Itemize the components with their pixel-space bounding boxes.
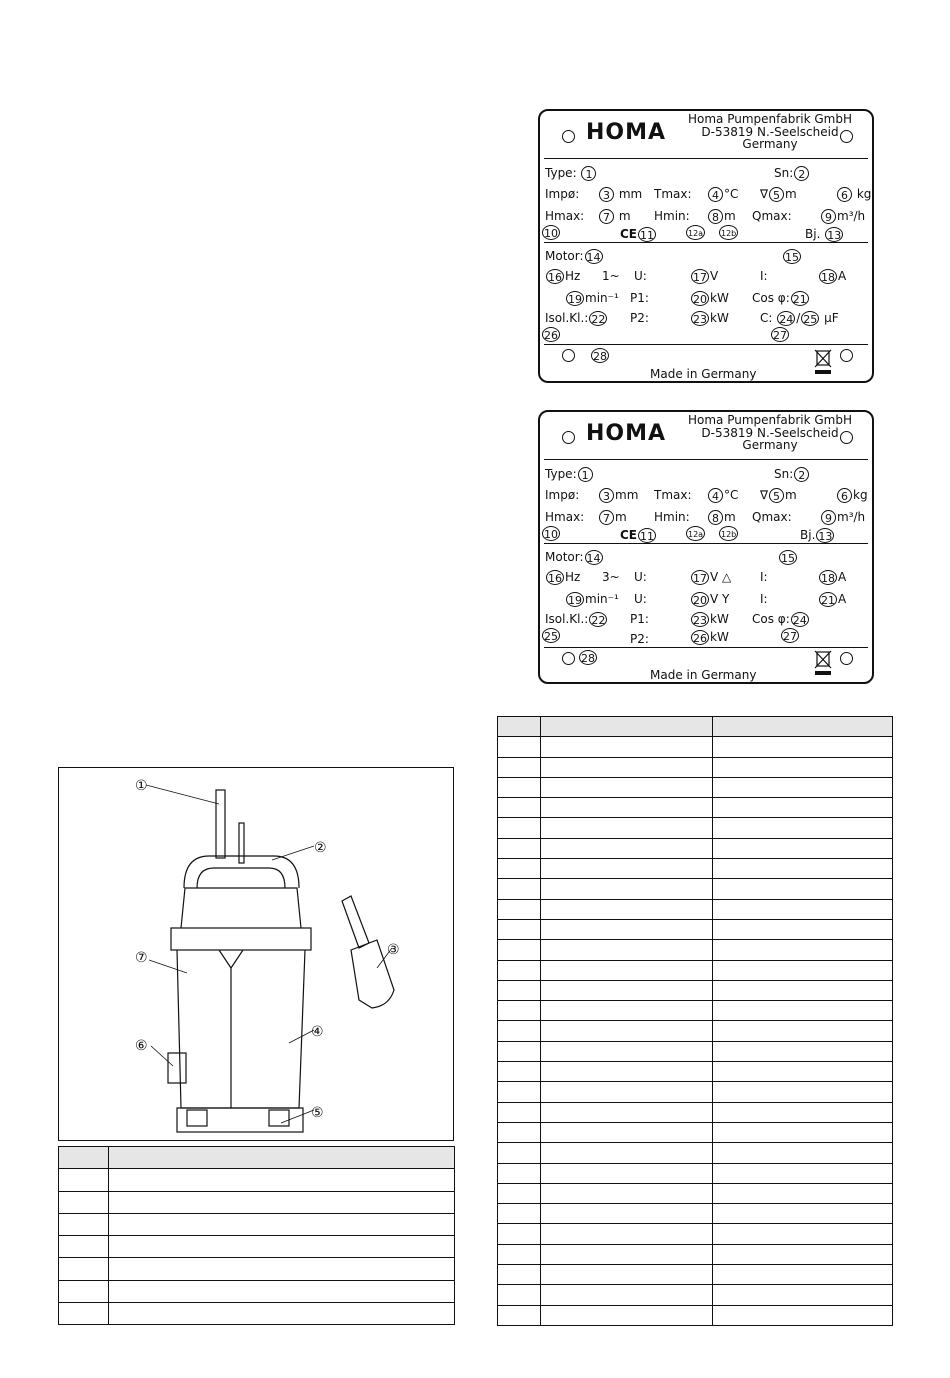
weight-field: 6 kg bbox=[836, 187, 871, 202]
table-cell bbox=[109, 1236, 455, 1258]
table-cell bbox=[498, 737, 541, 757]
homa-logo: HOMA bbox=[586, 120, 667, 145]
table-cell bbox=[713, 1163, 893, 1183]
qmax-field: Qmax: bbox=[752, 209, 792, 223]
hmax-field: Hmax: bbox=[545, 510, 585, 524]
table-cell bbox=[541, 1265, 713, 1285]
table-cell bbox=[498, 1001, 541, 1021]
table-row bbox=[498, 1285, 893, 1305]
table-cell bbox=[109, 1147, 455, 1169]
table-cell bbox=[59, 1258, 109, 1280]
tmax-field: Tmax: bbox=[654, 488, 692, 502]
divider bbox=[544, 344, 868, 345]
table-cell bbox=[498, 1265, 541, 1285]
speed-field: 19 min⁻¹ bbox=[568, 592, 619, 607]
made-in-germany: Made in Germany bbox=[650, 668, 757, 682]
nameplate-single-phase: HOMA Homa Pumpenfabrik GmbH D-53819 N.-Seelscheid Germany Type: 1 Sn: 2 Impø: 3 mm Tmax: 4 °C ∇ 5 m 6 kg Hmax: 7 m Hmin: 8 m Qmax: 9 m³/h 10 CE 11 12a 12b Bj. 13 Motor: 14 15 16 Hz 1~ U: 17 V I: 18 A 19 min⁻¹ P1: 20 kW Cos φ: 21 Isol.Kl.: 22 P2: 23 kW C: 24 / 25 µF 26 27 28 Made in Germany bbox=[538, 109, 874, 383]
table-cell bbox=[541, 798, 713, 818]
power-cable bbox=[216, 790, 225, 858]
divider bbox=[544, 158, 868, 159]
table-row bbox=[498, 1122, 893, 1142]
type-row: Type: 1 bbox=[545, 467, 594, 482]
table-cell bbox=[713, 1001, 893, 1021]
table-row bbox=[498, 1224, 893, 1244]
table-cell bbox=[541, 940, 713, 960]
table-row bbox=[498, 1001, 893, 1021]
table-cell bbox=[713, 980, 893, 1000]
table-cell bbox=[713, 1041, 893, 1061]
table-cell bbox=[713, 879, 893, 899]
table-row bbox=[498, 1183, 893, 1203]
capacitor-field: C: 24 / 25 µF bbox=[760, 311, 839, 326]
table-row bbox=[59, 1169, 455, 1191]
table-cell bbox=[59, 1280, 109, 1302]
immersion-depth-field: ∇ 5 m bbox=[760, 488, 797, 503]
table-cell bbox=[498, 1163, 541, 1183]
table-row bbox=[498, 1021, 893, 1041]
table-row bbox=[498, 1244, 893, 1264]
table-cell bbox=[713, 1143, 893, 1163]
table-cell bbox=[109, 1213, 455, 1235]
table-cell bbox=[59, 1191, 109, 1213]
table-cell bbox=[713, 818, 893, 838]
table-cell bbox=[59, 1213, 109, 1235]
manufacturer-header: Homa Pumpenfabrik GmbH D-53819 N.-Seelscheid Germany bbox=[687, 112, 852, 151]
callout-5: ⑤ bbox=[311, 1105, 324, 1121]
table-cell bbox=[541, 980, 713, 1000]
table-row bbox=[59, 1280, 455, 1302]
table-row bbox=[59, 1213, 455, 1235]
housing-flange bbox=[171, 928, 311, 950]
table-cell bbox=[541, 1122, 713, 1142]
table-cell bbox=[541, 960, 713, 980]
table-cell bbox=[498, 1285, 541, 1305]
table-cell bbox=[541, 1143, 713, 1163]
table-cell bbox=[713, 1224, 893, 1244]
table-row bbox=[498, 798, 893, 818]
table-cell bbox=[59, 1303, 109, 1325]
table-cell bbox=[713, 1265, 893, 1285]
table-cell bbox=[498, 1204, 541, 1224]
frequency-field: 16 Hz bbox=[548, 570, 581, 585]
table-cell bbox=[713, 1183, 893, 1203]
table-cell bbox=[541, 1001, 713, 1021]
table-cell bbox=[541, 818, 713, 838]
table-row bbox=[498, 737, 893, 757]
table-cell bbox=[498, 818, 541, 838]
table-cell bbox=[541, 899, 713, 919]
table-row bbox=[498, 757, 893, 777]
table-cell bbox=[498, 757, 541, 777]
table-cell bbox=[541, 919, 713, 939]
table-cell bbox=[59, 1169, 109, 1191]
table-cell bbox=[109, 1303, 455, 1325]
weee-bin-icon bbox=[814, 347, 832, 375]
hmin-field: Hmin: bbox=[654, 209, 690, 223]
divider bbox=[544, 459, 868, 460]
table-cell bbox=[713, 1305, 893, 1325]
table-cell bbox=[713, 1204, 893, 1224]
table-cell bbox=[713, 859, 893, 879]
table-cell bbox=[541, 1204, 713, 1224]
table-row bbox=[498, 818, 893, 838]
table-cell bbox=[713, 1062, 893, 1082]
table-row bbox=[498, 1265, 893, 1285]
table-row bbox=[498, 1163, 893, 1183]
table-row bbox=[498, 940, 893, 960]
table-cell bbox=[713, 798, 893, 818]
table-cell bbox=[713, 1082, 893, 1102]
nameplate-legend-table bbox=[497, 716, 893, 1326]
callout-7: ⑦ bbox=[135, 950, 148, 966]
table-cell bbox=[498, 1244, 541, 1264]
tmax-field: Tmax: bbox=[654, 187, 692, 201]
table-row bbox=[498, 919, 893, 939]
table-row bbox=[498, 1143, 893, 1163]
motor-field: Motor: 14 bbox=[545, 249, 601, 264]
divider bbox=[544, 543, 868, 544]
manufacturer-header: Homa Pumpenfabrik GmbH D-53819 N.-Seelscheid Germany bbox=[687, 413, 852, 452]
table-cell bbox=[541, 737, 713, 757]
table-cell bbox=[541, 1041, 713, 1061]
table-cell bbox=[713, 1021, 893, 1041]
table-cell bbox=[498, 899, 541, 919]
table-cell bbox=[713, 940, 893, 960]
table-cell bbox=[541, 1062, 713, 1082]
table-row bbox=[498, 879, 893, 899]
year-field: Bj. 13 bbox=[805, 227, 842, 242]
parts-table bbox=[58, 1146, 455, 1325]
table-cell bbox=[498, 960, 541, 980]
table-cell bbox=[498, 1082, 541, 1102]
hmin-field: Hmin: bbox=[654, 510, 690, 524]
table-row bbox=[498, 960, 893, 980]
motor-field: Motor: 14 bbox=[545, 550, 601, 565]
speed-field: 19 min⁻¹ bbox=[568, 291, 619, 306]
callout-3: ③ bbox=[387, 942, 400, 958]
table-header-row bbox=[59, 1147, 455, 1169]
table-cell bbox=[713, 1102, 893, 1122]
imp-field: Impø: bbox=[545, 187, 580, 201]
pump-drawing-frame bbox=[58, 767, 454, 1141]
table-cell bbox=[498, 980, 541, 1000]
mounting-hole bbox=[562, 652, 575, 665]
table-cell bbox=[498, 1062, 541, 1082]
divider bbox=[544, 242, 868, 243]
weee-bin-icon bbox=[814, 648, 832, 676]
table-cell bbox=[713, 737, 893, 757]
table-row bbox=[59, 1236, 455, 1258]
pump-drawing bbox=[59, 768, 453, 1140]
table-cell bbox=[713, 919, 893, 939]
table-cell bbox=[498, 1122, 541, 1142]
table-cell bbox=[498, 1021, 541, 1041]
table-cell bbox=[498, 859, 541, 879]
table-cell bbox=[541, 1021, 713, 1041]
table-cell bbox=[713, 1122, 893, 1142]
table-cell bbox=[498, 1102, 541, 1122]
table-row bbox=[59, 1303, 455, 1325]
table-cell bbox=[498, 1143, 541, 1163]
table-cell bbox=[541, 838, 713, 858]
table-cell bbox=[541, 717, 713, 737]
table-cell bbox=[713, 838, 893, 858]
callout-1: ① bbox=[135, 778, 148, 794]
table-row bbox=[498, 1305, 893, 1325]
nameplate-three-phase: HOMA Homa Pumpenfabrik GmbH D-53819 N.-Seelscheid Germany Type: 1 Sn: 2 Impø: 3 mm Tmax: 4 °C ∇ 5 m 6 kg Hmax: 7 m Hmin: 8 m Qmax: 9 m³/h 10 CE 11 12a 12b Bj. 13 Motor: 14 15 16 Hz 3~ U: 17 V △ I: 18 A 19 min⁻¹ U: 20 V Y I: 21 A Isol.Kl.: 22 P1: 23 kW Cos φ: 24 25 P2: 26 kW 27 28 Made in Germany bbox=[538, 410, 874, 684]
table-cell bbox=[713, 757, 893, 777]
table-cell bbox=[498, 777, 541, 797]
table-row bbox=[498, 1062, 893, 1082]
label-ring bbox=[168, 1053, 186, 1083]
cosphi-field: Cos φ: 21 bbox=[752, 291, 807, 306]
sn-field: Sn: 2 bbox=[774, 166, 810, 181]
qmax-field: Qmax: bbox=[752, 510, 792, 524]
table-cell bbox=[541, 1183, 713, 1203]
table-cell bbox=[713, 1285, 893, 1305]
table-row bbox=[498, 1204, 893, 1224]
pump-base bbox=[177, 1108, 303, 1132]
cosphi-field: Cos φ: 24 bbox=[752, 612, 807, 627]
table-row bbox=[498, 1041, 893, 1061]
table-cell bbox=[713, 1244, 893, 1264]
insulation-class-field: Isol.Kl.: 22 bbox=[545, 311, 606, 326]
table-row bbox=[498, 899, 893, 919]
table-cell bbox=[713, 899, 893, 919]
table-cell bbox=[541, 1285, 713, 1305]
table-cell bbox=[541, 859, 713, 879]
table-cell bbox=[713, 960, 893, 980]
table-cell bbox=[109, 1258, 455, 1280]
insulation-class-field: Isol.Kl.: 22 bbox=[545, 612, 606, 627]
table-cell bbox=[713, 777, 893, 797]
callout-4: ④ bbox=[311, 1024, 324, 1040]
type-row: Type: 1 bbox=[545, 166, 597, 181]
ce-mark: CE 11 bbox=[620, 528, 655, 543]
table-cell bbox=[498, 717, 541, 737]
table-cell bbox=[109, 1191, 455, 1213]
table-cell bbox=[498, 838, 541, 858]
table-cell bbox=[498, 879, 541, 899]
p1-field: P1: bbox=[630, 291, 649, 305]
mounting-hole bbox=[562, 130, 575, 143]
table-row bbox=[498, 859, 893, 879]
table-cell bbox=[541, 1163, 713, 1183]
table-cell bbox=[541, 757, 713, 777]
mounting-hole bbox=[562, 431, 575, 444]
mounting-hole bbox=[840, 652, 853, 665]
table-cell bbox=[59, 1147, 109, 1169]
table-cell bbox=[59, 1236, 109, 1258]
table-cell bbox=[109, 1280, 455, 1302]
p2-field: P2: bbox=[630, 632, 649, 646]
table-row bbox=[498, 838, 893, 858]
sn-field: Sn: 2 bbox=[774, 467, 810, 482]
table-row bbox=[59, 1258, 455, 1280]
table-cell bbox=[541, 1244, 713, 1264]
table-row bbox=[498, 980, 893, 1000]
table-cell bbox=[498, 1183, 541, 1203]
frequency-field: 16 Hz bbox=[548, 269, 581, 284]
table-cell bbox=[713, 717, 893, 737]
table-cell bbox=[498, 798, 541, 818]
p1-field: P1: bbox=[630, 612, 649, 626]
table-cell bbox=[498, 919, 541, 939]
table-cell bbox=[541, 1102, 713, 1122]
table-cell bbox=[541, 1082, 713, 1102]
p2-field: P2: bbox=[630, 311, 649, 325]
carry-handle bbox=[184, 856, 299, 888]
mounting-hole bbox=[562, 349, 575, 362]
table-row bbox=[59, 1191, 455, 1213]
hmax-field: Hmax: bbox=[545, 209, 585, 223]
made-in-germany: Made in Germany bbox=[650, 367, 757, 381]
float-cable bbox=[342, 896, 369, 948]
current-star-field: I: bbox=[760, 592, 768, 606]
year-field: Bj. 13 bbox=[800, 528, 833, 543]
motor-housing bbox=[177, 950, 305, 1108]
table-cell bbox=[541, 879, 713, 899]
table-cell bbox=[541, 1224, 713, 1244]
mounting-hole bbox=[840, 349, 853, 362]
table-cell bbox=[541, 1305, 713, 1325]
voltage-delta-field: U: bbox=[634, 570, 647, 584]
table-cell bbox=[541, 777, 713, 797]
weight-field: 6 kg bbox=[836, 488, 868, 503]
table-row bbox=[498, 1102, 893, 1122]
imp-field: Impø: bbox=[545, 488, 580, 502]
table-row bbox=[498, 1082, 893, 1102]
table-cell bbox=[498, 1041, 541, 1061]
homa-logo: HOMA bbox=[586, 421, 667, 446]
current-field: I: bbox=[760, 269, 768, 283]
current-delta-field: I: bbox=[760, 570, 768, 584]
ce-mark: CE 11 bbox=[620, 227, 655, 242]
voltage-field: U: bbox=[634, 269, 647, 283]
immersion-depth-field: ∇ 5 m bbox=[760, 187, 797, 202]
table-cell bbox=[498, 1305, 541, 1325]
callout-6: ⑥ bbox=[135, 1038, 148, 1054]
table-cell bbox=[109, 1169, 455, 1191]
callout-2: ② bbox=[314, 840, 327, 856]
voltage-star-field: U: bbox=[634, 592, 647, 606]
table-cell bbox=[498, 1224, 541, 1244]
table-row bbox=[498, 777, 893, 797]
table-cell bbox=[498, 940, 541, 960]
table-header-row bbox=[498, 717, 893, 737]
